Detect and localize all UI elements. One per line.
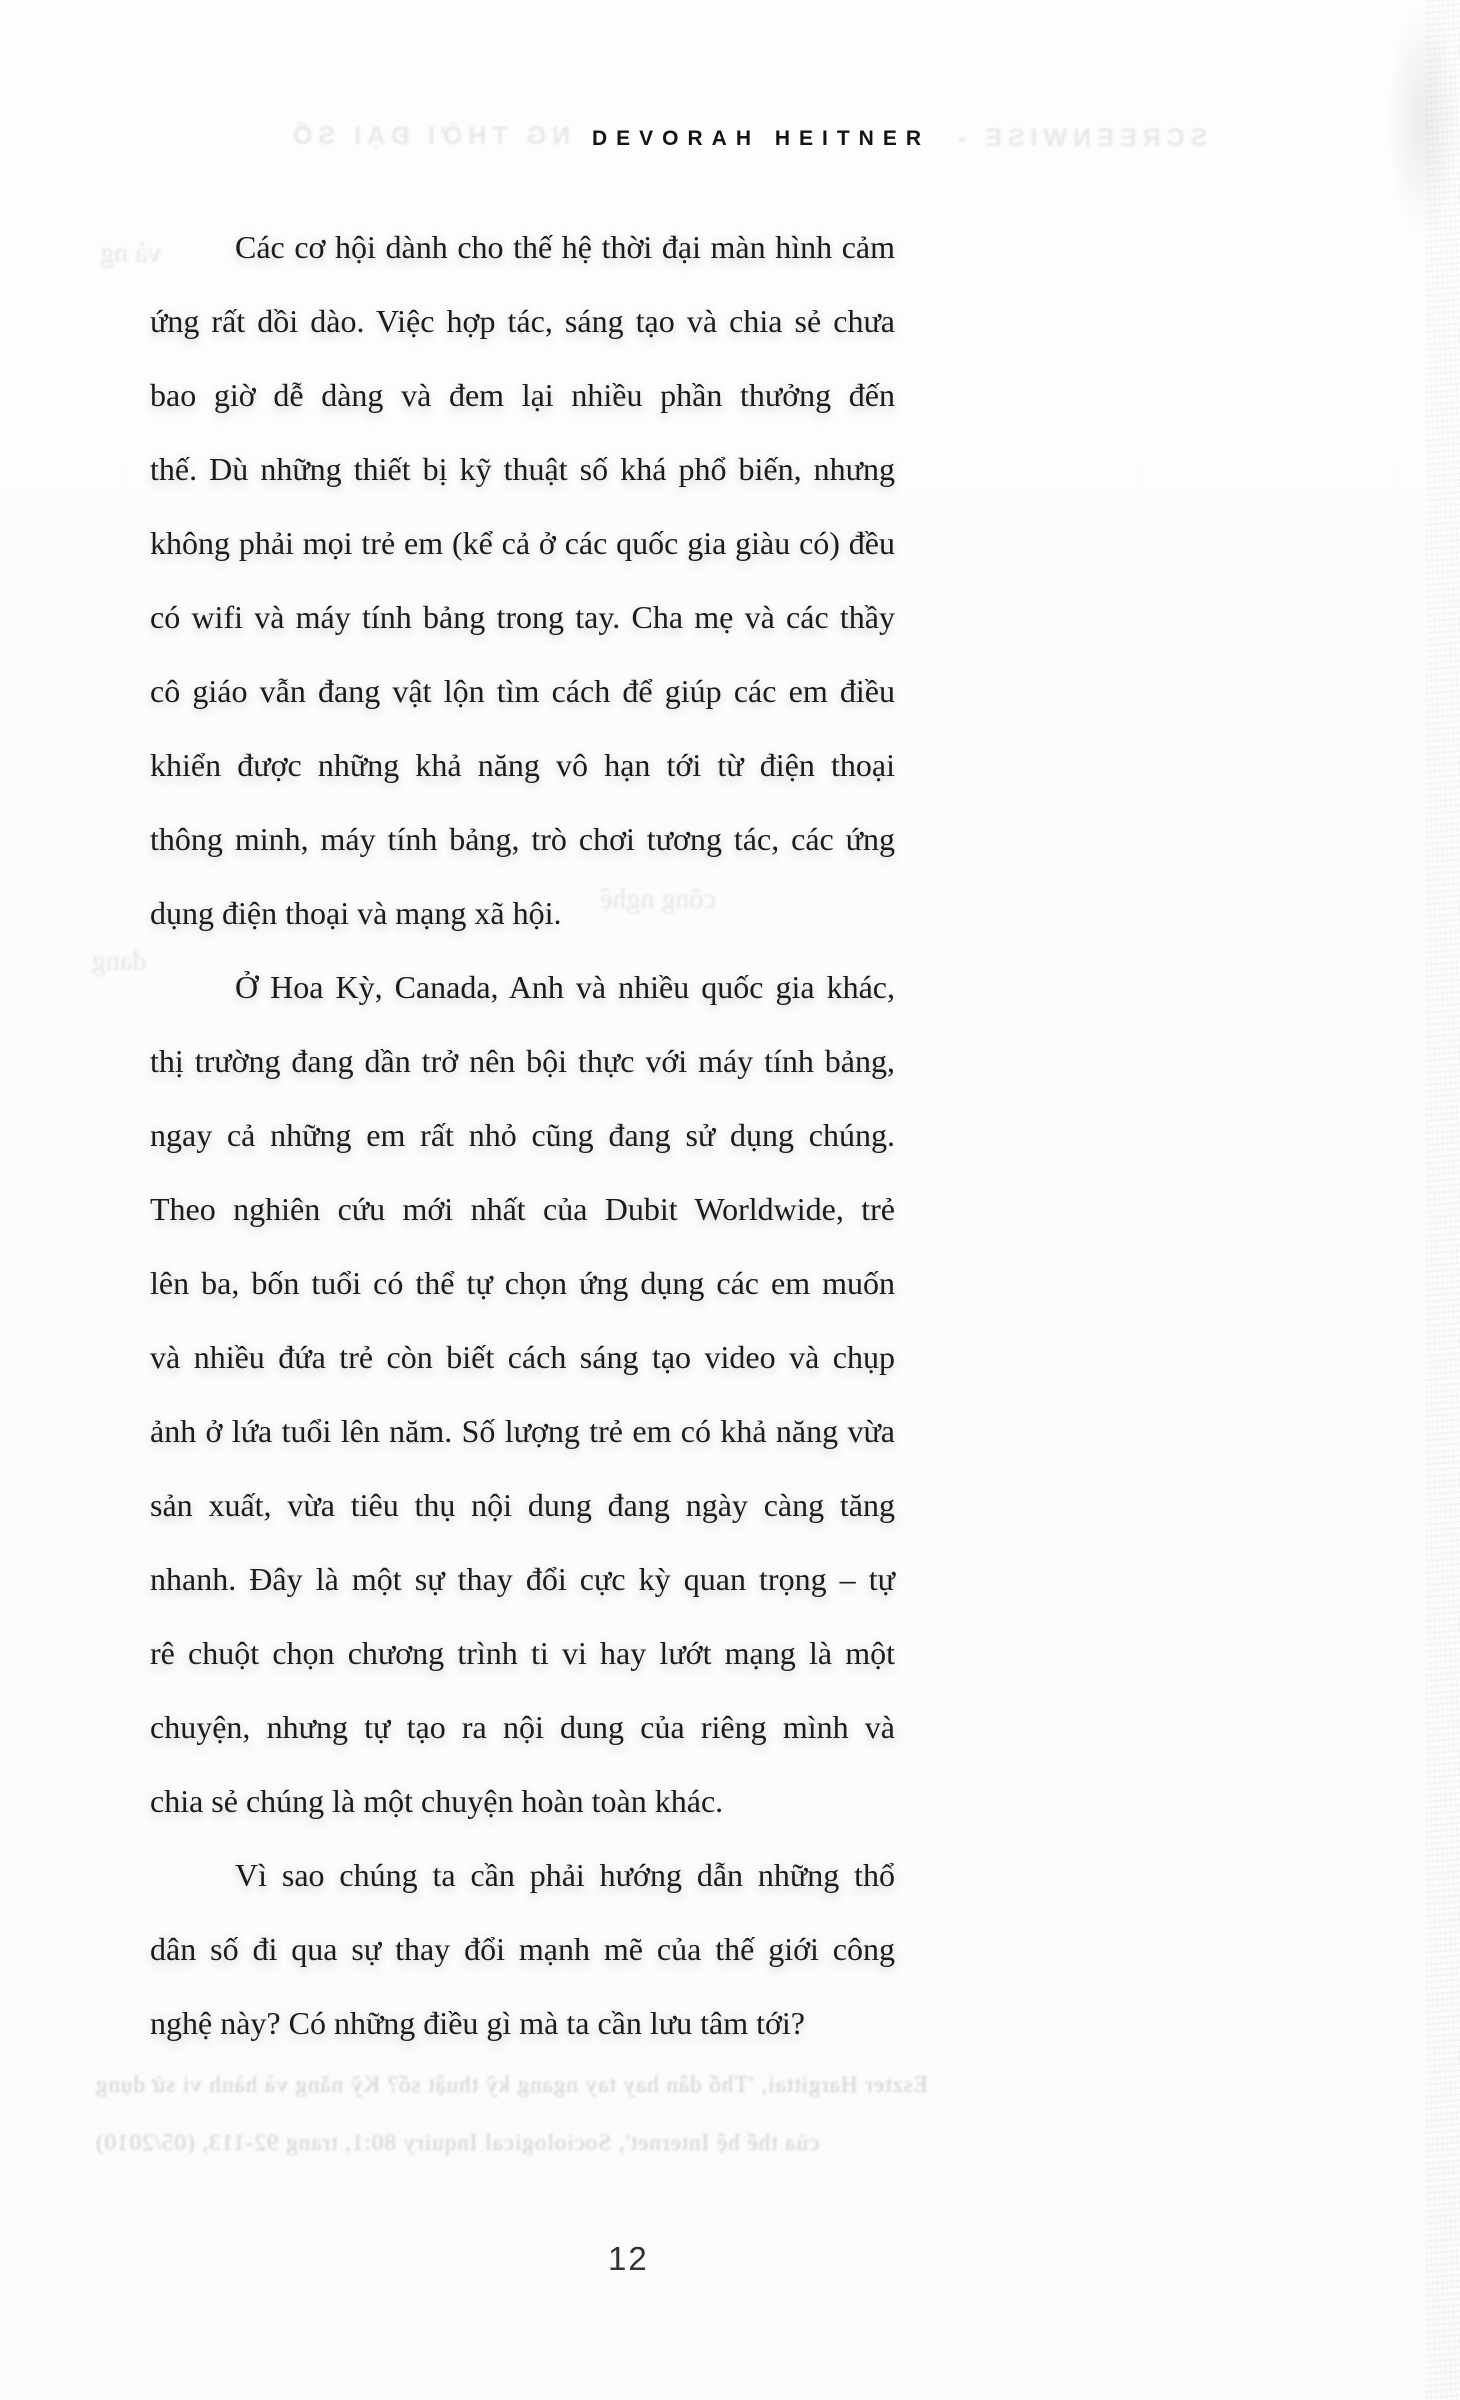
text-line: cô giáo vẫn đang vật lộn tìm cách để giúp các em điều: [150, 673, 895, 709]
text-line: Ở Hoa Kỳ, Canada, Anh và nhiều quốc gia khác,: [235, 969, 895, 1005]
showthrough-fragment: đang: [92, 946, 147, 977]
text-line: Vì sao chúng ta cần phải hướng dẫn những thổ: [235, 1857, 895, 1893]
text-line: có wifi và máy tính bảng trong tay. Cha mẹ và các thầy: [150, 599, 895, 635]
text-line: khiển được những khả năng vô hạn tới từ điện thoại: [150, 747, 895, 783]
running-header-author: DEVORAH HEITNER: [592, 127, 931, 150]
showthrough-header-left: NG THỜI ĐẠI SỐ: [287, 122, 571, 150]
text-line: không phải mọi trẻ em (kể cả ở các quốc gia giàu có) đều: [150, 525, 895, 561]
text-line: dân số đi qua sự thay đổi mạnh mẽ của thế giới công: [150, 1931, 895, 1967]
body-text: [150, 210, 895, 2060]
text-line: chuyện, nhưng tự tạo ra nội dung của riêng mình và: [150, 1709, 895, 1745]
page-edge-shadow: [1426, 0, 1460, 2400]
showthrough-footnote-line2: của thế hệ Internet', Sociological Inquiry 80:1, trang 92-113, (05/2010): [95, 2130, 820, 2155]
text-line: thông minh, máy tính bảng, trò chơi tương tác, các ứng: [150, 821, 895, 857]
text-line: bao giờ dễ dàng và đem lại nhiều phần thưởng đến: [150, 377, 895, 413]
text-line: nghệ này? Có những điều gì mà ta cần lưu tâm tới?: [150, 2005, 805, 2041]
text-line: nhanh. Đây là một sự thay đổi cực kỳ quan trọng – tự: [150, 1561, 895, 1597]
showthrough-header-right: SCREENWISE -: [952, 124, 1208, 152]
text-line: ảnh ở lứa tuổi lên năm. Số lượng trẻ em có khả năng vừa: [150, 1413, 895, 1449]
page-number: 12: [608, 2240, 649, 2277]
page-corner-shadow: [1386, 0, 1460, 240]
text-line: ứng rất dồi dào. Việc hợp tác, sáng tạo và chia sẻ chưa: [150, 303, 895, 339]
showthrough-footnote-line1: Eszter Hargittai, 'Thổ dân hay tay ngang kỹ thuật số? Kỹ năng và hành vi sử dụng: [95, 2072, 928, 2097]
text-line: và nhiều đứa trẻ còn biết cách sáng tạo video và chụp: [150, 1339, 895, 1375]
showthrough-fragment: và ng: [100, 238, 162, 269]
text-line: ngay cả những em rất nhỏ cũng đang sử dụng chúng.: [150, 1117, 895, 1153]
text-line: chia sẻ chúng là một chuyện hoàn toàn khác.: [150, 1783, 724, 1819]
text-line: thế. Dù những thiết bị kỹ thuật số khá phổ biến, nhưng: [150, 451, 895, 487]
showthrough-fragment: công nghệ: [600, 884, 716, 915]
text-line: Các cơ hội dành cho thế hệ thời đại màn hình cảm: [235, 229, 895, 265]
text-line: thị trường đang dần trở nên bội thực với máy tính bảng,: [150, 1043, 895, 1079]
text-line: Theo nghiên cứu mới nhất của Dubit Worldwide, trẻ: [150, 1191, 895, 1227]
text-line: lên ba, bốn tuổi có thể tự chọn ứng dụng các em muốn: [150, 1265, 895, 1301]
text-line: sản xuất, vừa tiêu thụ nội dung đang ngày càng tăng: [150, 1487, 895, 1523]
text-line: dụng điện thoại và mạng xã hội.: [150, 895, 562, 931]
text-line: rê chuột chọn chương trình ti vi hay lướt mạng là một: [150, 1635, 895, 1671]
